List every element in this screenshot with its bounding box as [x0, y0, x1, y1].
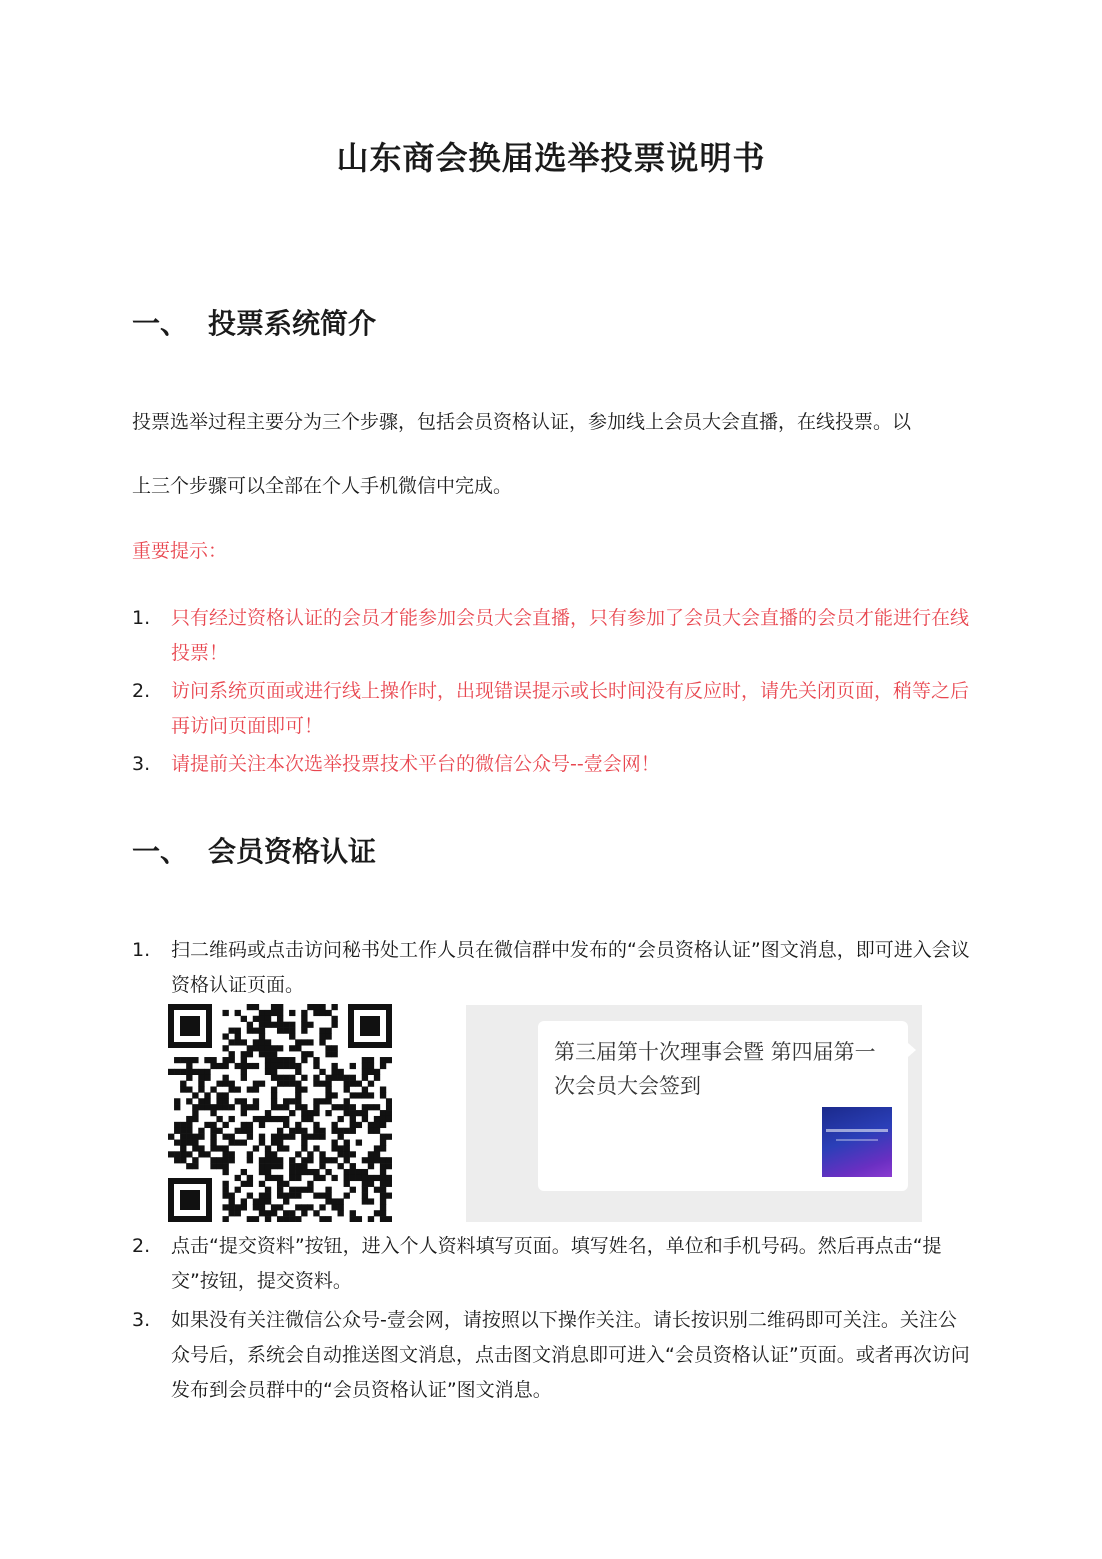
list-marker: 3. — [132, 1309, 151, 1331]
notice-item — [132, 601, 972, 671]
important-notice-list — [132, 601, 972, 785]
list-marker: 2. — [132, 680, 151, 702]
wechat-article-card[interactable] — [538, 1021, 908, 1191]
list-marker: 3. — [132, 753, 151, 775]
list-marker: 1. — [132, 939, 151, 961]
wechat-card-title: 第三届第十次理事会暨 第四届第一次会员大会签到 — [554, 1040, 876, 1098]
important-notice-label: 重要提示： — [132, 540, 228, 562]
step-text: 扫二维码或点击访问秘书处工作人员在微信群中发布的“会员资格认证”图文消息，即可进入会议资格认证页面。 — [171, 939, 970, 996]
qr-code-image[interactable] — [168, 1004, 392, 1222]
step-item — [132, 1303, 972, 1408]
section-heading-text: 会员资格认证 — [208, 835, 377, 868]
steps-list-part-1 — [132, 933, 972, 1003]
step-item — [132, 933, 972, 1003]
list-marker: 1. — [132, 607, 151, 629]
notice-item — [132, 747, 972, 782]
intro-paragraph-line-1: 投票选举过程主要分为三个步骤，包括会员资格认证，参加线上会员大会直播，在线投票。以 — [132, 411, 912, 433]
step-text: 如果没有关注微信公众号-壹会网，请按照以下操作关注。请长按识别二维码即可关注。关注公众号后，系统会自动推送图文消息，点击图文消息即可进入“会员资格认证”页面。或者再次访问发布到会员群中的“会员资格认证”图文消息。 — [171, 1309, 970, 1401]
section-number: 一、 — [132, 835, 189, 868]
article-thumbnail-image — [822, 1107, 892, 1177]
step-text: 点击“提交资料”按钮，进入个人资料填写页面。填写姓名，单位和手机号码。然后再点击“提交”按钮，提交资料。 — [171, 1235, 942, 1292]
wechat-message-screenshot — [466, 1005, 922, 1222]
section-heading-membership — [132, 832, 376, 872]
intro-paragraph-line-2: 上三个步骤可以全部在个人手机微信中完成。 — [132, 475, 513, 497]
section-number: 一、 — [132, 307, 189, 340]
notice-item — [132, 674, 972, 744]
notice-text: 请提前关注本次选举投票技术平台的微信公众号--壹会网！ — [171, 753, 660, 775]
section-heading-intro — [132, 304, 376, 344]
list-marker: 2. — [132, 1235, 151, 1257]
notice-text: 只有经过资格认证的会员才能参加会员大会直播，只有参加了会员大会直播的会员才能进行在线投票！ — [171, 607, 970, 664]
step-item — [132, 1229, 972, 1299]
section-heading-text: 投票系统简介 — [208, 307, 377, 340]
notice-text: 访问系统页面或进行线上操作时，出现错误提示或长时间没有反应时，请先关闭页面，稍等之后再访问页面即可！ — [171, 680, 970, 737]
steps-list-part-2 — [132, 1229, 972, 1408]
document-title: 山东商会换届选举投票说明书 — [336, 139, 766, 177]
